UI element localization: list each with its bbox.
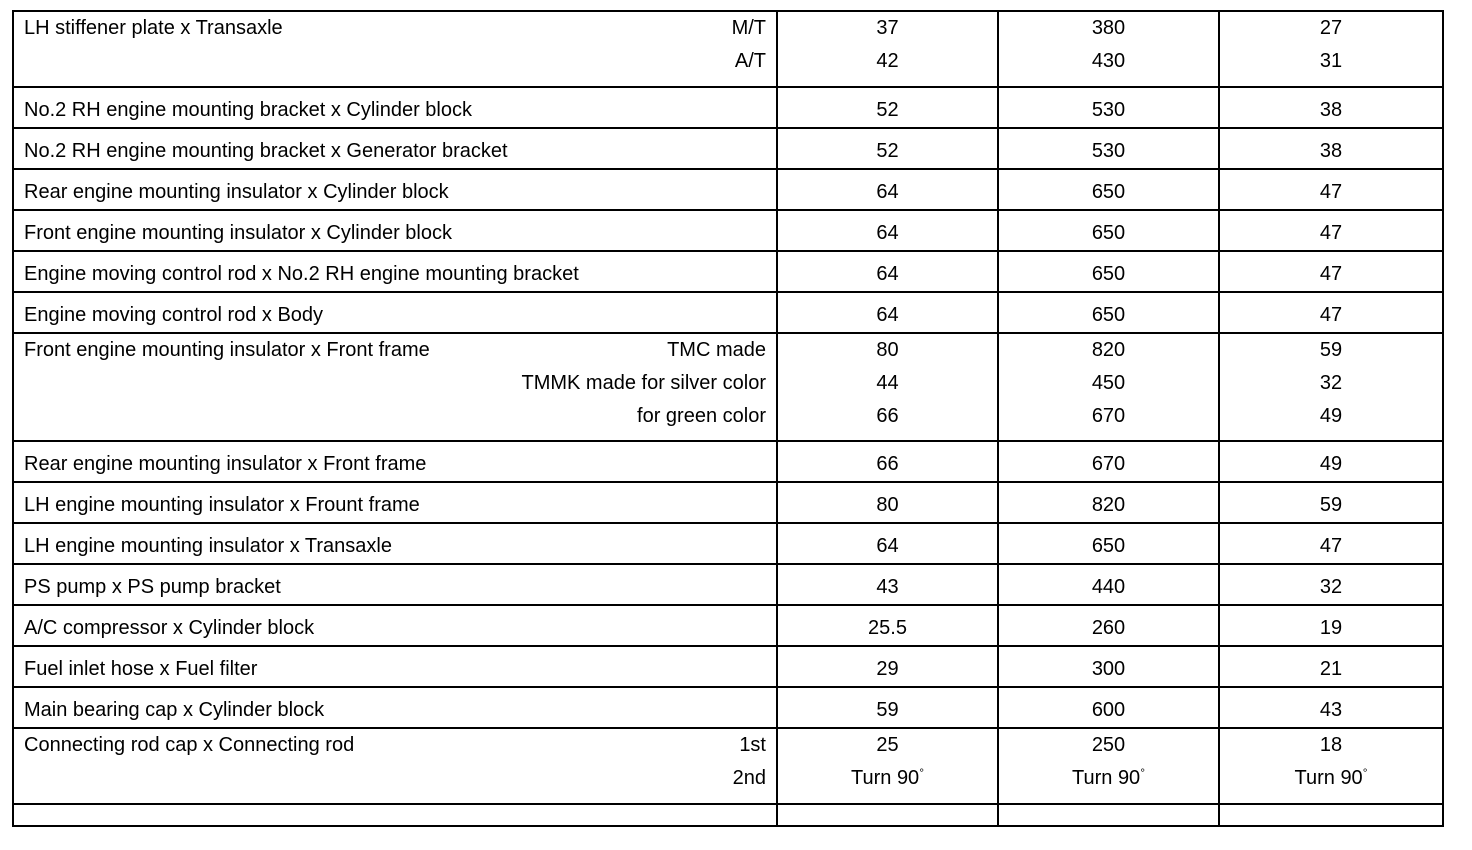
variant-label: TMC made xyxy=(667,339,766,361)
degree-mark: ° xyxy=(1362,765,1368,780)
part-name: Engine moving control rod x Body xyxy=(24,304,324,326)
torque-ftlbf-value: 47 xyxy=(1219,210,1443,251)
torque-ftlbf-value: 49 xyxy=(1319,405,1343,427)
torque-kgfcm-value: 670 xyxy=(1091,405,1126,427)
part-cell xyxy=(13,523,777,564)
part-name: LH stiffener plate x Transaxle xyxy=(24,17,283,39)
torque-nm-value: 64 xyxy=(777,292,998,333)
torque-nm-value: 52 xyxy=(777,87,998,128)
part-cell xyxy=(13,11,777,87)
part-cell xyxy=(13,687,777,728)
torque-kgfcm-value: 820 xyxy=(998,482,1219,523)
torque-spec-sheet xyxy=(12,10,1442,850)
torque-nm-value: 42 xyxy=(876,50,899,72)
part-name: No.2 RH engine mounting bracket x Generator bracket xyxy=(24,140,508,162)
torque-kgfcm-value: 260 xyxy=(998,605,1219,646)
part-name: LH engine mounting insulator x Frount frame xyxy=(24,494,420,516)
variant-label: TMMK made for silver color xyxy=(521,372,766,394)
torque-ftlbf-value: 43 xyxy=(1219,687,1443,728)
table-row xyxy=(13,251,1443,292)
torque-kgfcm-value: 450 xyxy=(1091,372,1126,394)
table-row xyxy=(13,292,1443,333)
part-cell xyxy=(13,169,777,210)
table-row xyxy=(13,169,1443,210)
torque-kgfcm-value: 670 xyxy=(998,441,1219,482)
part-cell xyxy=(13,605,777,646)
table-row xyxy=(13,11,1443,87)
torque-nm-value: 64 xyxy=(777,169,998,210)
part-name: Engine moving control rod x No.2 RH engine mounting bracket xyxy=(24,263,579,285)
torque-nm-value: 25.5 xyxy=(777,605,998,646)
torque-ftlbf-value: 19 xyxy=(1219,605,1443,646)
torque-ftlbf-value: 31 xyxy=(1319,50,1343,72)
torque-spec-table xyxy=(12,10,1444,827)
variant-label: M/T xyxy=(731,17,766,39)
step-label: 1st xyxy=(739,734,766,756)
torque-ftlbf-value: 18 xyxy=(1319,734,1343,756)
table-row xyxy=(13,482,1443,523)
turn-angle-value: Turn 90 xyxy=(1294,767,1363,789)
part-name: Rear engine mounting insulator x Cylinder block xyxy=(24,181,449,203)
torque-nm-cell xyxy=(777,11,998,87)
torque-ftlbf-value: 27 xyxy=(1319,17,1343,39)
table-row xyxy=(13,210,1443,251)
part-name: A/C compressor x Cylinder block xyxy=(24,617,315,639)
torque-ftlbf-value: 49 xyxy=(1219,441,1443,482)
part-name: Connecting rod cap x Connecting rod xyxy=(24,734,355,756)
turn-angle-value: Turn 90 xyxy=(1072,767,1141,789)
variant-label: A/T xyxy=(734,50,766,72)
torque-ftlbf-value: 47 xyxy=(1219,169,1443,210)
torque-ftlbf-value: 21 xyxy=(1219,646,1443,687)
torque-kgfcm-value: 650 xyxy=(998,210,1219,251)
part-cell xyxy=(13,482,777,523)
torque-ftlbf-value: 59 xyxy=(1319,339,1343,361)
torque-nm-value: 25 xyxy=(876,734,899,756)
part-cell xyxy=(13,292,777,333)
torque-kgfcm-value: 650 xyxy=(998,523,1219,564)
table-row xyxy=(13,646,1443,687)
torque-kgfcm-value: 650 xyxy=(998,169,1219,210)
torque-kgfcm-value: 250 xyxy=(1091,734,1126,756)
torque-kgfcm-value: 530 xyxy=(998,128,1219,169)
torque-kgfcm-value: 430 xyxy=(1091,50,1126,72)
table-row xyxy=(13,441,1443,482)
torque-nm-value: 44 xyxy=(876,372,899,394)
degree-mark: ° xyxy=(1140,765,1145,780)
table-row xyxy=(13,128,1443,169)
torque-nm-value: 52 xyxy=(777,128,998,169)
torque-kgfcm-value: 820 xyxy=(1091,339,1126,361)
torque-nm-cell xyxy=(777,333,998,441)
variant-label: for green color xyxy=(637,405,766,427)
part-name: Fuel inlet hose x Fuel filter xyxy=(24,658,258,680)
table-row xyxy=(13,605,1443,646)
part-cell xyxy=(13,87,777,128)
torque-kgfcm-cell xyxy=(998,11,1219,87)
torque-nm-cell xyxy=(777,728,998,804)
step-label: 2nd xyxy=(732,767,766,789)
torque-kgfcm-value: 600 xyxy=(998,687,1219,728)
part-name: Front engine mounting insulator x Front frame xyxy=(24,339,430,361)
part-cell xyxy=(13,251,777,292)
part-cell xyxy=(13,128,777,169)
part-name: Rear engine mounting insulator x Front frame xyxy=(24,453,427,475)
torque-nm-cell xyxy=(777,804,998,826)
torque-kgfcm-value: 440 xyxy=(998,564,1219,605)
torque-nm-value: 66 xyxy=(876,405,899,427)
table-row xyxy=(13,687,1443,728)
torque-nm-value: 64 xyxy=(777,523,998,564)
turn-angle-value: Turn 90 xyxy=(851,767,920,789)
torque-nm-value: 59 xyxy=(777,687,998,728)
part-cell xyxy=(13,441,777,482)
torque-kgfcm-cell xyxy=(998,804,1219,826)
part-name: Front engine mounting insulator x Cylinder block xyxy=(24,222,452,244)
torque-ftlbf-value: 38 xyxy=(1219,87,1443,128)
torque-ftlbf-cell xyxy=(1219,804,1443,826)
torque-nm-value: 29 xyxy=(777,646,998,687)
torque-ftlbf-value: 47 xyxy=(1219,523,1443,564)
table-row-partial xyxy=(13,804,1443,826)
part-cell xyxy=(13,804,777,826)
part-name: Main bearing cap x Cylinder block xyxy=(24,699,325,721)
torque-nm-value: 37 xyxy=(876,17,899,39)
torque-ftlbf-cell xyxy=(1219,11,1443,87)
part-cell xyxy=(13,564,777,605)
torque-kgfcm-value: 650 xyxy=(998,292,1219,333)
torque-ftlbf-value: 47 xyxy=(1219,292,1443,333)
part-name: PS pump x PS pump bracket xyxy=(24,576,281,598)
torque-ftlbf-value: 59 xyxy=(1219,482,1443,523)
table-row xyxy=(13,523,1443,564)
torque-ftlbf-value: 38 xyxy=(1219,128,1443,169)
torque-nm-value: 43 xyxy=(777,564,998,605)
torque-nm-value: 64 xyxy=(777,210,998,251)
part-name: No.2 RH engine mounting bracket x Cylinder block xyxy=(24,99,472,121)
torque-kgfcm-value: 380 xyxy=(1091,17,1126,39)
torque-ftlbf-value: 32 xyxy=(1319,372,1343,394)
part-cell xyxy=(13,210,777,251)
torque-nm-value: 80 xyxy=(777,482,998,523)
table-row xyxy=(13,728,1443,804)
part-name: LH engine mounting insulator x Transaxle xyxy=(24,535,392,557)
torque-ftlbf-cell xyxy=(1219,333,1443,441)
torque-nm-value: 80 xyxy=(876,339,899,361)
torque-kgfcm-value: 530 xyxy=(998,87,1219,128)
torque-kgfcm-cell xyxy=(998,333,1219,441)
table-row xyxy=(13,87,1443,128)
table-row xyxy=(13,564,1443,605)
torque-ftlbf-cell xyxy=(1219,728,1443,804)
torque-ftlbf-value: 47 xyxy=(1219,251,1443,292)
torque-kgfcm-value: 650 xyxy=(998,251,1219,292)
torque-ftlbf-value: 32 xyxy=(1219,564,1443,605)
torque-kgfcm-value: 300 xyxy=(998,646,1219,687)
torque-nm-value: 66 xyxy=(777,441,998,482)
torque-kgfcm-cell xyxy=(998,728,1219,804)
degree-mark: ° xyxy=(919,765,924,780)
part-cell xyxy=(13,333,777,441)
table-row xyxy=(13,333,1443,441)
torque-nm-value: 64 xyxy=(777,251,998,292)
part-cell xyxy=(13,646,777,687)
part-cell xyxy=(13,728,777,804)
